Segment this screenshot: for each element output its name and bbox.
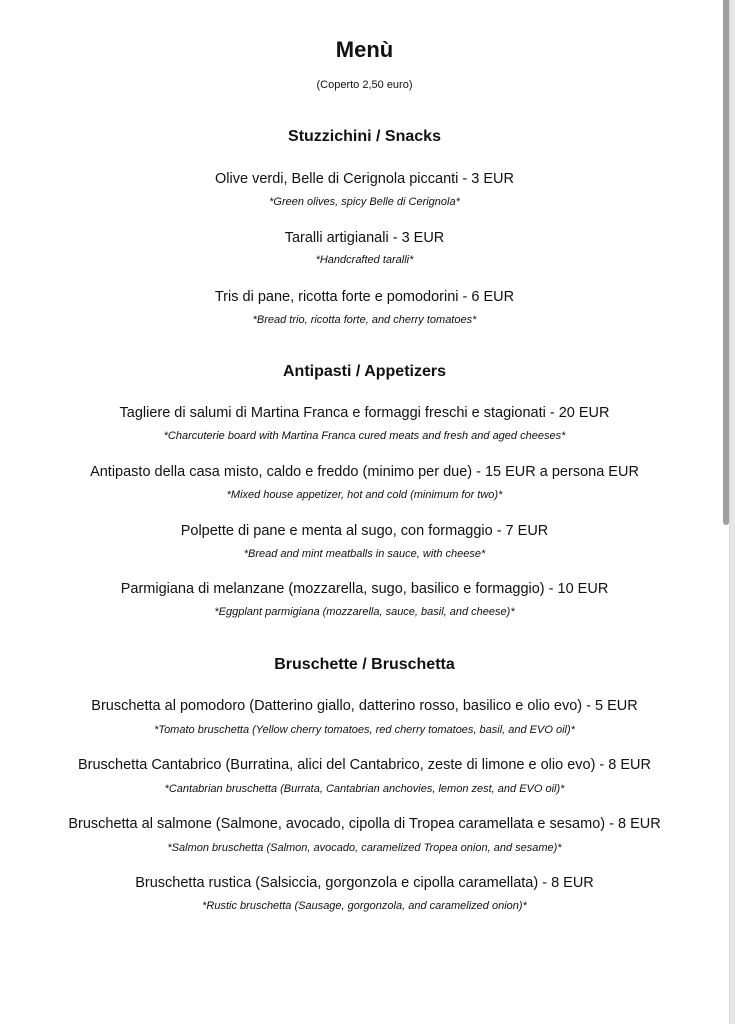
menu-item-desc: *Bread trio, ricotta forte, and cherry tomatoes* — [252, 314, 477, 326]
section-heading-appetizers: Antipasti / Appetizers — [283, 363, 446, 380]
page-title: Menù — [335, 37, 394, 62]
menu-item-desc: *Cantabrian bruschetta (Burrata, Cantabrian anchovies, lemon zest, and EVO oil)* — [164, 783, 565, 795]
menu-item-name: Polpette di pane e menta al sugo, con formaggio - 7 EUR — [180, 523, 549, 539]
section-heading-snacks: Stuzzichini / Snacks — [288, 128, 441, 145]
menu-item-desc: *Bread and mint meatballs in sauce, with cheese* — [243, 548, 486, 560]
menu-item-name: Bruschetta Cantabrico (Burratina, alici del Cantabrico, zeste di limone e olio evo) - 8 EUR — [77, 757, 651, 773]
menu-item-name: Parmigiana di melanzane (mozzarella, sugo, basilico e formaggio) - 10 EUR — [120, 581, 609, 597]
scrollbar-thumb[interactable] — [723, 0, 729, 525]
menu-item-name: Bruschetta rustica (Salsiccia, gorgonzola e cipolla caramellata) - 8 EUR — [135, 875, 594, 891]
menu-item-desc: *Eggplant parmigiana (mozzarella, sauce, basil, and cheese)* — [214, 606, 515, 618]
cover-charge: (Coperto 2,50 euro) — [316, 79, 413, 91]
menu-item-name: Bruschetta al pomodoro (Datterino giallo, datterino rosso, basilico e olio evo) - 5 EUR — [91, 698, 638, 714]
menu-item-name: Bruschetta al salmone (Salmone, avocado, cipolla di Tropea caramellata e sesamo) - 8 EUR — [68, 816, 661, 832]
menu-item-name: Antipasto della casa misto, caldo e freddo (minimo per due) - 15 EUR a persona EUR — [90, 464, 639, 480]
menu-item-desc: *Mixed house appetizer, hot and cold (minimum for two)* — [226, 489, 503, 501]
menu-item-name: Tris di pane, ricotta forte e pomodorini - 6 EUR — [214, 289, 515, 305]
menu-item-desc: *Salmon bruschetta (Salmon, avocado, caramelized Tropea onion, and sesame)* — [167, 842, 562, 854]
menu-item-desc: *Handcrafted taralli* — [315, 254, 414, 266]
menu-item-desc: *Rustic bruschetta (Sausage, gorgonzola, and caramelized onion)* — [202, 900, 527, 912]
menu-item-name: Olive verdi, Belle di Cerignola piccanti - 3 EUR — [215, 171, 514, 187]
section-heading-bruschetta: Bruschette / Bruschetta — [274, 656, 455, 673]
menu-item-name: Taralli artigianali - 3 EUR — [284, 230, 445, 246]
menu-item-name: Tagliere di salumi di Martina Franca e formaggi freschi e stagionati - 20 EUR — [119, 405, 610, 421]
menu-item-desc: *Charcuterie board with Martina Franca cured meats and fresh and aged cheeses* — [163, 430, 566, 442]
menu-item-desc: *Tomato bruschetta (Yellow cherry tomatoes, red cherry tomatoes, basil, and EVO oil)* — [154, 724, 575, 736]
menu-item-desc: *Green olives, spicy Belle di Cerignola* — [269, 196, 460, 208]
